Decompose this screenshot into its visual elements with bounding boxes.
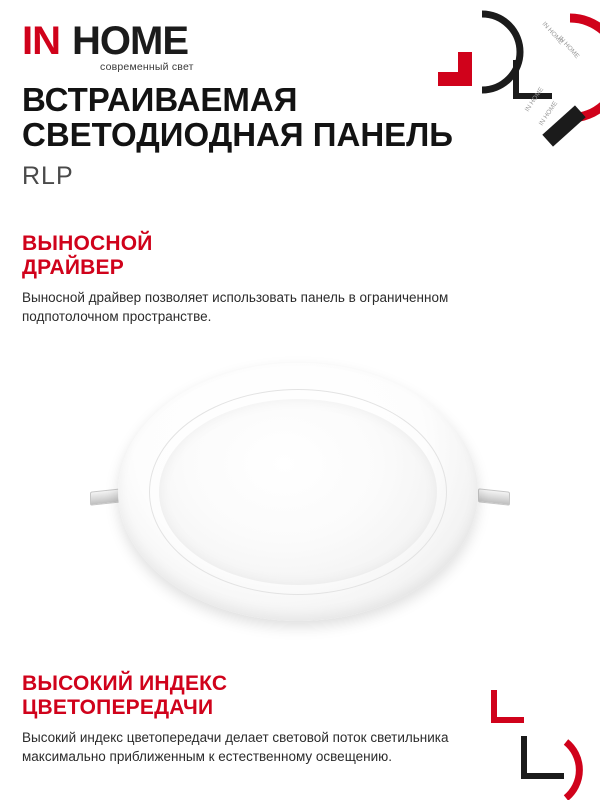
feature-2-title-line-1: ВЫСОКИЙ ИНДЕКС [22, 672, 228, 695]
feature-2-text: Высокий индекс цветопередачи делает световой поток светильника максимально приближенным к естественному освещению. [22, 730, 449, 764]
feature-1-title [22, 232, 492, 280]
svg-text:IN HOME: IN HOME [556, 34, 581, 61]
feature-block-color-rendering [22, 672, 492, 766]
feature-2-title [22, 672, 492, 720]
page-title [22, 82, 542, 191]
logo-in-text: IN [22, 19, 60, 63]
feature-1-title-line-2: ДРАЙВЕР [22, 256, 124, 279]
product-image [0, 348, 600, 638]
brand-logo [22, 19, 282, 73]
title-line-1: ВСТРАИВАЕМАЯ [22, 81, 298, 118]
feature-1-title-line-1: ВЫНОСНОЙ [22, 232, 153, 255]
feature-block-remote-driver [22, 232, 492, 326]
decor-corner-mark-icon [480, 680, 600, 800]
mounting-clip-right-icon [478, 488, 510, 505]
logo-tagline: современный свет [100, 61, 194, 73]
title-line-2: СВЕТОДИОДНАЯ ПАНЕЛЬ [22, 116, 454, 153]
svg-text:IN HOME: IN HOME [523, 86, 546, 114]
feature-1-text: Выносной драйвер позволяет использовать панель в ограниченном подпотолочном пространстве. [22, 290, 449, 324]
svg-text:IN HOME: IN HOME [537, 100, 560, 128]
product-model: RLP [22, 162, 74, 190]
panel-diffuser [159, 399, 437, 585]
panel-body [118, 363, 478, 621]
logo-home-text: HOME [72, 19, 188, 63]
logo-wordmark [22, 19, 282, 63]
feature-2-title-line-2: ЦВЕТОПЕРЕДАЧИ [22, 696, 214, 719]
svg-text:IN HOME: IN HOME [540, 20, 565, 47]
